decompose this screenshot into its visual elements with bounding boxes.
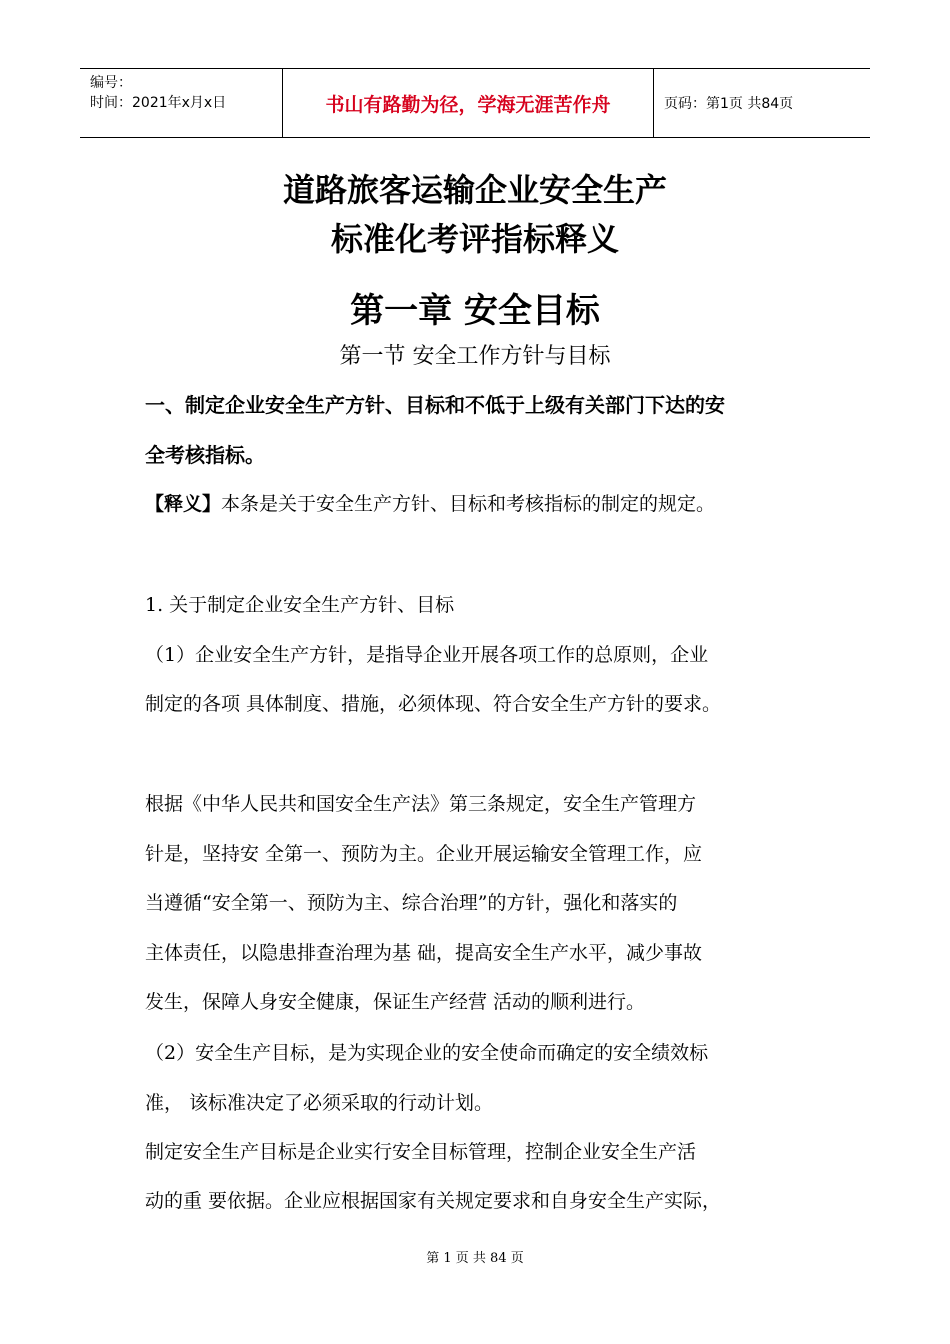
page-footer: 第 1 页 共 84 页 <box>426 1251 524 1266</box>
body-line: 当遵循“安全第一、预防为主、综合治理”的方针，强化和落实的 <box>145 892 678 914</box>
body-line: 1. 关于制定企业安全生产方针、目标 <box>145 594 455 616</box>
shiyi-paragraph <box>145 489 715 516</box>
body-line: 针是，坚持安 全第一、预防为主。企业开展运输安全管理工作，应 <box>145 843 703 865</box>
shiyi-text: 本条是关于安全生产方针、目标和考核指标的制定的规定。 <box>221 493 716 515</box>
body-line: 动的重 要依据。企业应根据国家有关规定要求和自身安全生产实际， <box>145 1190 722 1212</box>
body-line: 根据《中华人民共和国安全生产法》第三条规定，安全生产管理方 <box>145 793 697 815</box>
shiyi-tag: 【释义】 <box>145 493 222 515</box>
body-line: 制定安全生产目标是企业实行安全目标管理，控制企业安全生产活 <box>145 1141 697 1163</box>
body-line: （2）安全生产目标，是为实现企业的安全使命而确定的安全绩效标 <box>145 1042 709 1064</box>
page-header-table <box>80 68 870 138</box>
body-line: （1）企业安全生产方针，是指导企业开展各项工作的总原则，企业 <box>145 644 709 666</box>
section-heading: 第一节 安全工作方针与目标 <box>339 344 611 369</box>
item1-line-b: 全考核指标。 <box>145 443 265 467</box>
time-label: 时间：2021年x月x日 <box>90 95 227 111</box>
body-line: 发生，保障人身安全健康，保证生产经营 活动的顺利进行。 <box>145 991 646 1013</box>
doc-title-line2: 标准化考评指标释义 <box>330 220 619 258</box>
body-line: 准， 该标准决定了必须采取的行动计划。 <box>145 1092 494 1114</box>
body-line: 主体责任，以隐患排查治理为基 础，提高安全生产水平，减少事故 <box>145 942 703 964</box>
header-motto: 书山有路勤为径，学海无涯苦作舟 <box>282 69 654 137</box>
number-label: 编号： <box>90 75 132 91</box>
item1-line-a: 一、制定企业安全生产方针、目标和不低于上级有关部门下达的安 <box>145 393 725 417</box>
body-line: 制定的各项 具体制度、措施，必须体现、符合安全生产方针的要求。 <box>145 693 722 715</box>
chapter-heading: 第一章 安全目标 <box>350 291 600 331</box>
header-page-info: 页码：第1页 共84页 <box>664 96 794 112</box>
header-meta-cell <box>80 69 282 137</box>
doc-title-line1: 道路旅客运输企业安全生产 <box>282 171 667 209</box>
